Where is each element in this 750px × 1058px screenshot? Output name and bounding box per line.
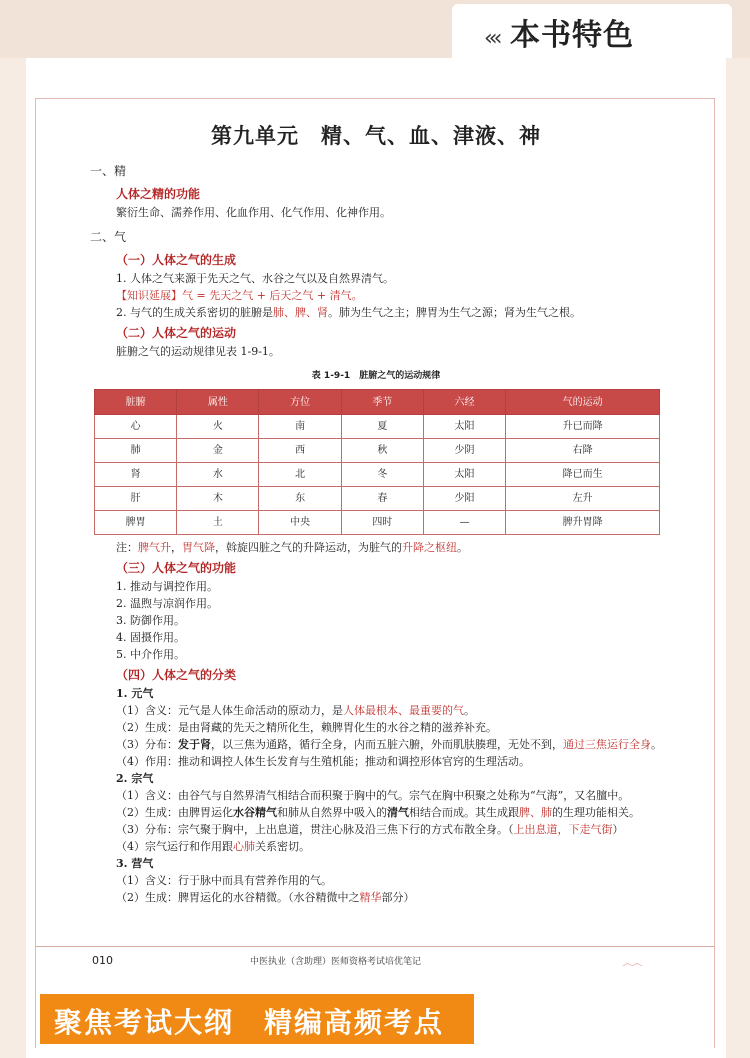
text-run: 。 [457, 541, 468, 554]
yuanqi-distribution [116, 736, 662, 753]
column-header: 方位 [259, 390, 341, 415]
table-cell: 金 [177, 439, 259, 463]
extension-text: 气 = 先天之气 + 后天之气 + 清气。 [182, 289, 363, 302]
section-jing: 一、精 [90, 164, 127, 178]
text-run: （3）分布： [116, 738, 178, 751]
book-title: 中医执业（含助理）医师资格考试培优笔记 [250, 957, 422, 967]
highlight-run: 胃气降 [182, 541, 215, 554]
text-run: 和肺从自然界中吸入的 [277, 806, 387, 819]
cloud-ornament-icon: ෴෴ [622, 956, 641, 970]
text-run: ） [612, 823, 624, 836]
list-item: 5. 中介作用。 [116, 648, 185, 661]
jing-function-heading: 人体之精的功能 [116, 187, 201, 201]
page-number: 010 [92, 954, 113, 967]
qi-classification-heading: （四）人体之气的分类 [116, 668, 237, 682]
table-cell: 夏 [341, 415, 423, 439]
list-item: 4. 固摄作用。 [116, 631, 185, 644]
table-cell: 木 [177, 487, 259, 511]
table-cell: 春 [341, 487, 423, 511]
highlight-run: 通过三焦运行全身 [563, 738, 651, 751]
table-cell: 少阳 [423, 487, 505, 511]
table-cell: 降已而生 [506, 463, 660, 487]
table-cell: 升已而降 [506, 415, 660, 439]
section-qi: 二、气 [90, 230, 127, 244]
list-item: 2. 温煦与凉润作用。 [116, 597, 218, 610]
table-caption: 表 1-9-1 脏腑之气的运动规律 [311, 371, 441, 381]
feature-tag [452, 4, 732, 58]
table-cell: — [423, 511, 505, 535]
highlight-run: 上出息道，下走气街 [513, 823, 613, 836]
table-cell: 左升 [506, 487, 660, 511]
yuanqi-meaning [116, 702, 662, 719]
bold-run: 水谷精气 [233, 806, 277, 819]
zongqi-title: 2. 宗气 [116, 772, 154, 785]
zongqi-meaning: （1）含义：由谷气与自然界清气相结合而积聚于胸中的气。宗气在胸中积聚之处称为“气海”，又名膻中。 [116, 789, 630, 802]
table-cell: 肝 [95, 487, 177, 511]
promo-banner [40, 994, 474, 1044]
table-row [95, 415, 660, 439]
qi-function-heading: （三）人体之气的功能 [116, 561, 237, 575]
frame-line-top [35, 98, 715, 99]
yuanqi-title: 1. 元气 [116, 687, 154, 700]
text-run: ，以三焦为通路，循行全身，内而五脏六腑，外而肌肤腠理，无处不到， [211, 738, 563, 751]
highlight-run: 升降之枢纽 [402, 541, 457, 554]
text-run: 。肺为生气之主；脾胃为生气之源；肾为生气之根。 [328, 306, 581, 319]
table-cell: 心 [95, 415, 177, 439]
text-run: （3）分布：宗气聚于胸中，上出息道，贯注心脉及沿三焦下行的方式布散全身。（ [116, 823, 514, 836]
text-run: 部分） [381, 891, 415, 904]
table-header-row [95, 390, 660, 415]
table-cell: 肾 [95, 463, 177, 487]
list-item: 1. 推动与调控作用。 [116, 580, 218, 593]
extension-label: 【知识延展】 [116, 289, 182, 302]
table-cell: 太阳 [423, 463, 505, 487]
bold-run: 发于肾 [178, 738, 211, 751]
qi-movement-text: 脏腑之气的运动规律见表 1-9-1。 [116, 345, 280, 358]
yingqi-title: 3. 营气 [116, 857, 154, 870]
qi-gen-line2 [116, 304, 662, 321]
table-cell: 脾升胃降 [506, 511, 660, 535]
qi-movement-table [94, 389, 660, 535]
table-row [95, 463, 660, 487]
table-cell: 土 [177, 511, 259, 535]
column-header: 六经 [423, 390, 505, 415]
text-run: 2. 与气的生成关系密切的脏腑是 [116, 306, 273, 319]
highlight-run: 脾气升 [138, 541, 171, 554]
yuanqi-function: （4）作用：推动和调控人体生长发育与生殖机能；推动和调控形体官窍的生理活动。 [116, 755, 530, 768]
column-header: 属性 [177, 390, 259, 415]
frame-line-left [35, 98, 36, 1048]
text-run: ，斡旋四脏之气的升降运动，为脏气的 [215, 541, 402, 554]
footer-divider [35, 946, 715, 947]
table-cell: 秋 [341, 439, 423, 463]
table-cell: 脾胃 [95, 511, 177, 535]
table-cell: 水 [177, 463, 259, 487]
table-cell: 南 [259, 415, 341, 439]
text-run: （2）生成：脾胃运化的水谷精微。（水谷精微中之 [116, 891, 360, 904]
feature-tag-label: 本书特色 [510, 18, 634, 53]
text-run: （4）宗气运行和作用跟 [116, 840, 233, 853]
table-cell: 中央 [259, 511, 341, 535]
text-run: 。 [651, 738, 662, 751]
table-cell: 四时 [341, 511, 423, 535]
text-run: 。 [464, 704, 475, 717]
list-item: 3. 防御作用。 [116, 614, 185, 627]
yingqi-generation [116, 889, 662, 906]
zongqi-distribution [116, 821, 662, 838]
yingqi-meaning: （1）含义：行于脉中而具有营养作用的气。 [116, 874, 332, 887]
chevrons-icon: ‹‹‹ [484, 26, 499, 51]
page-content [90, 118, 662, 906]
highlight-run: 脾、肺 [519, 806, 552, 819]
table-row [95, 511, 660, 535]
frame-line-right [714, 98, 715, 1048]
highlight-run: 人体最根本、最重要的气 [343, 704, 464, 717]
bold-run: 清气 [387, 806, 409, 819]
knowledge-extension [116, 287, 662, 304]
jing-function-text: 繁衍生命、濡养作用、化血作用、化气作用、化神作用。 [116, 206, 391, 219]
table-cell: 肺 [95, 439, 177, 463]
table-cell: 西 [259, 439, 341, 463]
table-cell: 北 [259, 463, 341, 487]
qi-generation-heading: （一）人体之气的生成 [116, 253, 237, 267]
table-row [95, 487, 660, 511]
zongqi-generation [116, 804, 662, 821]
table-note [116, 539, 662, 556]
text-run: ， [171, 541, 182, 554]
yuanqi-generation: （2）生成：是由肾藏的先天之精所化生，赖脾胃化生的水谷之精的滋养补充。 [116, 721, 497, 734]
text-run: 的生理功能相关。 [552, 806, 640, 819]
column-header: 气的运动 [506, 390, 660, 415]
table-cell: 少阴 [423, 439, 505, 463]
highlight-run: 精华 [359, 891, 382, 904]
table-cell: 东 [259, 487, 341, 511]
qi-gen-line1: 1. 人体之气来源于先天之气、水谷之气以及自然界清气。 [116, 272, 394, 285]
zongqi-relation [116, 838, 662, 855]
text-run: 相结合而成。其生成跟 [409, 806, 519, 819]
column-header: 脏腑 [95, 390, 177, 415]
table-cell: 冬 [341, 463, 423, 487]
table-cell: 太阳 [423, 415, 505, 439]
highlight-run: 肺、脾、肾 [273, 306, 328, 319]
table-row [95, 439, 660, 463]
column-header: 季节 [341, 390, 423, 415]
promo-banner-text: 聚焦考试大纲 精编高频考点 [54, 1006, 445, 1039]
text-run: 关系密切。 [255, 840, 310, 853]
table-cell: 火 [177, 415, 259, 439]
text-run: （2）生成：由脾胃运化 [116, 806, 233, 819]
qi-movement-heading: （二）人体之气的运动 [116, 326, 237, 340]
table-cell: 右降 [506, 439, 660, 463]
text-run: 注： [116, 541, 138, 554]
highlight-run: 心肺 [233, 840, 255, 853]
text-run: （1）含义：元气是人体生命活动的原动力，是 [116, 704, 343, 717]
unit-title: 第九单元 精、气、血、津液、神 [211, 124, 541, 148]
